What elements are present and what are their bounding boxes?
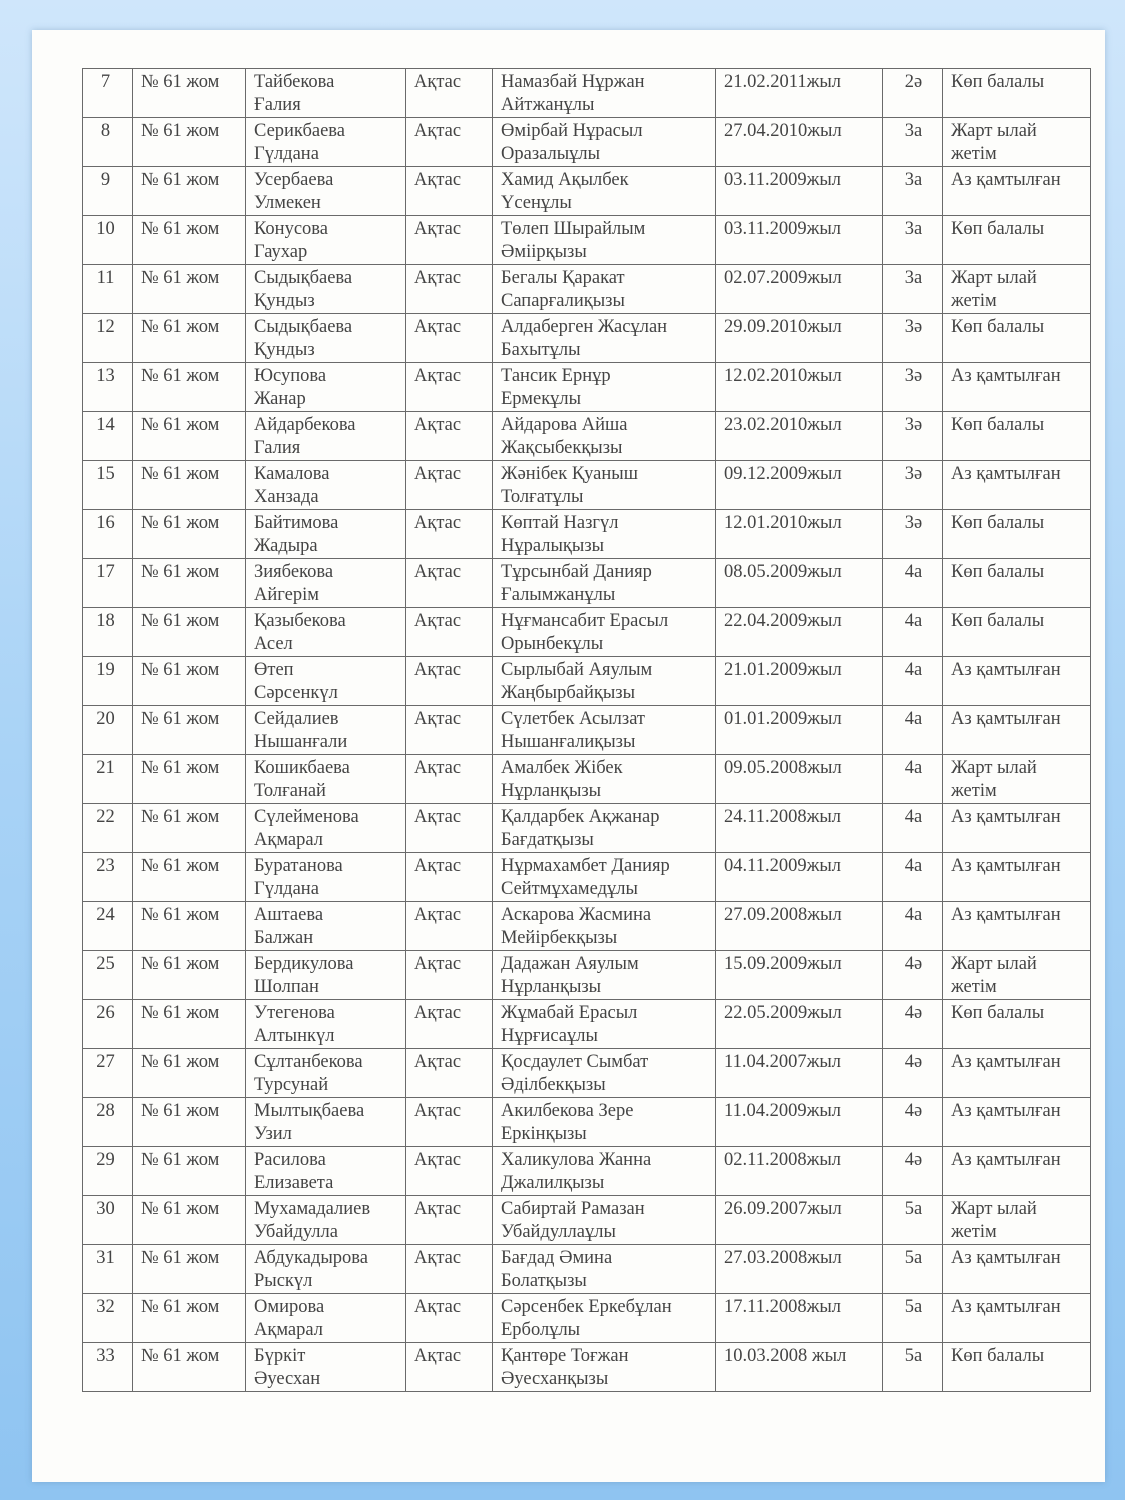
cell-village: Ақтас xyxy=(406,902,493,951)
cell-parent-name: Усербаева Улмекен xyxy=(246,167,406,216)
cell-class: 5а xyxy=(883,1294,943,1343)
cell-social-status: Жарт ылай жетім xyxy=(943,755,1091,804)
table-row xyxy=(83,167,1091,216)
cell-school: № 61 жом xyxy=(133,167,246,216)
cell-parent-name: Омирова Ақмарал xyxy=(246,1294,406,1343)
table-row xyxy=(83,706,1091,755)
cell-village: Ақтас xyxy=(406,853,493,902)
cell-child-name: Амалбек Жібек Нұрланқызы xyxy=(493,755,716,804)
cell-row-number: 14 xyxy=(83,412,133,461)
table-row xyxy=(83,755,1091,804)
cell-social-status: Аз қамтылған xyxy=(943,853,1091,902)
cell-parent-name: Айдарбекова Галия xyxy=(246,412,406,461)
cell-birth-date: 22.04.2009жыл xyxy=(716,608,883,657)
cell-row-number: 28 xyxy=(83,1098,133,1147)
cell-village: Ақтас xyxy=(406,1294,493,1343)
cell-class: 4а xyxy=(883,608,943,657)
cell-school: № 61 жом xyxy=(133,363,246,412)
cell-parent-name: Мухамадалиев Убайдулла xyxy=(246,1196,406,1245)
cell-social-status: Жарт ылай жетім xyxy=(943,265,1091,314)
cell-child-name: Сабиртай Рамазан Убайдуллаұлы xyxy=(493,1196,716,1245)
table-row xyxy=(83,363,1091,412)
table-row xyxy=(83,853,1091,902)
cell-row-number: 9 xyxy=(83,167,133,216)
cell-child-name: Бағдад Әмина Болатқызы xyxy=(493,1245,716,1294)
cell-birth-date: 04.11.2009жыл xyxy=(716,853,883,902)
cell-row-number: 19 xyxy=(83,657,133,706)
cell-village: Ақтас xyxy=(406,167,493,216)
cell-social-status: Көп балалы xyxy=(943,608,1091,657)
cell-birth-date: 02.07.2009жыл xyxy=(716,265,883,314)
cell-birth-date: 09.05.2008жыл xyxy=(716,755,883,804)
cell-school: № 61 жом xyxy=(133,216,246,265)
cell-class: 3а xyxy=(883,265,943,314)
cell-class: 4а xyxy=(883,706,943,755)
cell-child-name: Акилбекова Зере Еркінқызы xyxy=(493,1098,716,1147)
cell-parent-name: Абдукадырова Рыскүл xyxy=(246,1245,406,1294)
cell-row-number: 31 xyxy=(83,1245,133,1294)
cell-row-number: 27 xyxy=(83,1049,133,1098)
cell-birth-date: 27.04.2010жыл xyxy=(716,118,883,167)
cell-village: Ақтас xyxy=(406,412,493,461)
cell-birth-date: 21.02.2011жыл xyxy=(716,69,883,118)
cell-birth-date: 29.09.2010жыл xyxy=(716,314,883,363)
table-row xyxy=(83,1294,1091,1343)
cell-birth-date: 03.11.2009жыл xyxy=(716,167,883,216)
cell-parent-name: Сүлейменова Ақмарал xyxy=(246,804,406,853)
cell-social-status: Көп балалы xyxy=(943,69,1091,118)
cell-child-name: Нұрмахамбет Данияр Сейтмұхамедұлы xyxy=(493,853,716,902)
cell-class: 4а xyxy=(883,902,943,951)
cell-class: 4ә xyxy=(883,1098,943,1147)
cell-school: № 61 жом xyxy=(133,1245,246,1294)
cell-social-status: Жарт ылай жетім xyxy=(943,118,1091,167)
cell-social-status: Аз қамтылған xyxy=(943,1049,1091,1098)
cell-parent-name: Қазыбекова Асел xyxy=(246,608,406,657)
cell-child-name: Халикулова Жанна Джалилқызы xyxy=(493,1147,716,1196)
cell-social-status: Көп балалы xyxy=(943,216,1091,265)
cell-school: № 61 жом xyxy=(133,314,246,363)
cell-birth-date: 01.01.2009жыл xyxy=(716,706,883,755)
cell-birth-date: 23.02.2010жыл xyxy=(716,412,883,461)
cell-village: Ақтас xyxy=(406,1196,493,1245)
table-row xyxy=(83,118,1091,167)
cell-child-name: Жұмабай Ерасыл Нұрғисаұлы xyxy=(493,1000,716,1049)
table-row xyxy=(83,1000,1091,1049)
cell-birth-date: 26.09.2007жыл xyxy=(716,1196,883,1245)
cell-parent-name: Сыдықбаева Қундыз xyxy=(246,265,406,314)
cell-row-number: 26 xyxy=(83,1000,133,1049)
cell-birth-date: 15.09.2009жыл xyxy=(716,951,883,1000)
cell-row-number: 30 xyxy=(83,1196,133,1245)
cell-village: Ақтас xyxy=(406,1343,493,1392)
cell-village: Ақтас xyxy=(406,706,493,755)
cell-child-name: Тансик Ернұр Ермекұлы xyxy=(493,363,716,412)
cell-parent-name: Конусова Гаухар xyxy=(246,216,406,265)
cell-child-name: Айдарова Айша Жақсыбекқызы xyxy=(493,412,716,461)
table-body xyxy=(83,69,1091,1392)
cell-birth-date: 12.01.2010жыл xyxy=(716,510,883,559)
cell-parent-name: Тайбекова Ғалия xyxy=(246,69,406,118)
cell-child-name: Қантөре Тоғжан Әуесханқызы xyxy=(493,1343,716,1392)
cell-parent-name: Мылтықбаева Узил xyxy=(246,1098,406,1147)
cell-parent-name: Бүркіт Әуесхан xyxy=(246,1343,406,1392)
cell-school: № 61 жом xyxy=(133,1049,246,1098)
cell-birth-date: 03.11.2009жыл xyxy=(716,216,883,265)
cell-social-status: Көп балалы xyxy=(943,1000,1091,1049)
cell-birth-date: 02.11.2008жыл xyxy=(716,1147,883,1196)
cell-child-name: Аскарова Жасмина Мейірбекқызы xyxy=(493,902,716,951)
cell-birth-date: 08.05.2009жыл xyxy=(716,559,883,608)
cell-village: Ақтас xyxy=(406,314,493,363)
cell-parent-name: Бердикулова Шолпан xyxy=(246,951,406,1000)
cell-row-number: 17 xyxy=(83,559,133,608)
cell-class: 3ә xyxy=(883,510,943,559)
cell-social-status: Аз қамтылған xyxy=(943,461,1091,510)
students-table xyxy=(82,68,1091,1392)
cell-birth-date: 11.04.2007жыл xyxy=(716,1049,883,1098)
cell-parent-name: Буратанова Гүлдана xyxy=(246,853,406,902)
cell-village: Ақтас xyxy=(406,1000,493,1049)
cell-birth-date: 12.02.2010жыл xyxy=(716,363,883,412)
cell-class: 4а xyxy=(883,657,943,706)
cell-social-status: Аз қамтылған xyxy=(943,804,1091,853)
cell-school: № 61 жом xyxy=(133,559,246,608)
table-row xyxy=(83,559,1091,608)
cell-birth-date: 27.09.2008жыл xyxy=(716,902,883,951)
cell-row-number: 11 xyxy=(83,265,133,314)
table-row xyxy=(83,1343,1091,1392)
cell-row-number: 25 xyxy=(83,951,133,1000)
table-row xyxy=(83,608,1091,657)
cell-school: № 61 жом xyxy=(133,118,246,167)
cell-class: 3ә xyxy=(883,412,943,461)
cell-child-name: Нұғмансабит Ерасыл Орынбекұлы xyxy=(493,608,716,657)
cell-birth-date: 10.03.2008 жыл xyxy=(716,1343,883,1392)
cell-row-number: 24 xyxy=(83,902,133,951)
table-row xyxy=(83,951,1091,1000)
cell-parent-name: Зиябекова Айгерім xyxy=(246,559,406,608)
cell-social-status: Көп балалы xyxy=(943,559,1091,608)
table-row xyxy=(83,1147,1091,1196)
cell-social-status: Аз қамтылған xyxy=(943,902,1091,951)
cell-social-status: Аз қамтылған xyxy=(943,1245,1091,1294)
table-row xyxy=(83,1098,1091,1147)
table-row xyxy=(83,1245,1091,1294)
cell-social-status: Көп балалы xyxy=(943,314,1091,363)
cell-child-name: Дадажан Аяулым Нұрланқызы xyxy=(493,951,716,1000)
cell-social-status: Аз қамтылған xyxy=(943,1098,1091,1147)
cell-parent-name: Өтеп Сәрсенкүл xyxy=(246,657,406,706)
cell-parent-name: Байтимова Жадыра xyxy=(246,510,406,559)
cell-school: № 61 жом xyxy=(133,951,246,1000)
cell-village: Ақтас xyxy=(406,559,493,608)
cell-class: 4ә xyxy=(883,1049,943,1098)
cell-school: № 61 жом xyxy=(133,461,246,510)
cell-child-name: Төлеп Шырайлым Әміірқызы xyxy=(493,216,716,265)
cell-child-name: Хамид Ақылбек Үсенұлы xyxy=(493,167,716,216)
cell-village: Ақтас xyxy=(406,951,493,1000)
cell-child-name: Сырлыбай Аяулым Жаңбырбайқызы xyxy=(493,657,716,706)
cell-village: Ақтас xyxy=(406,1245,493,1294)
cell-village: Ақтас xyxy=(406,1049,493,1098)
cell-row-number: 7 xyxy=(83,69,133,118)
cell-parent-name: Юсупова Жанар xyxy=(246,363,406,412)
cell-parent-name: Сұлтанбекова Турсунай xyxy=(246,1049,406,1098)
cell-social-status: Аз қамтылған xyxy=(943,657,1091,706)
cell-class: 4а xyxy=(883,804,943,853)
table-row xyxy=(83,461,1091,510)
cell-row-number: 15 xyxy=(83,461,133,510)
cell-child-name: Тұрсынбай Данияр Ғалымжанұлы xyxy=(493,559,716,608)
document-page xyxy=(32,30,1105,1482)
table-row xyxy=(83,412,1091,461)
cell-class: 5а xyxy=(883,1245,943,1294)
cell-child-name: Бегалы Қаракат Сапарғалиқызы xyxy=(493,265,716,314)
cell-social-status: Көп балалы xyxy=(943,412,1091,461)
cell-class: 2ә xyxy=(883,69,943,118)
table-row xyxy=(83,657,1091,706)
cell-school: № 61 жом xyxy=(133,1098,246,1147)
cell-school: № 61 жом xyxy=(133,265,246,314)
cell-row-number: 20 xyxy=(83,706,133,755)
table-row xyxy=(83,314,1091,363)
cell-row-number: 32 xyxy=(83,1294,133,1343)
cell-social-status: Аз қамтылған xyxy=(943,1294,1091,1343)
cell-social-status: Аз қамтылған xyxy=(943,363,1091,412)
cell-birth-date: 21.01.2009жыл xyxy=(716,657,883,706)
cell-village: Ақтас xyxy=(406,804,493,853)
table-row xyxy=(83,265,1091,314)
cell-child-name: Жәнібек Қуаныш Толғатұлы xyxy=(493,461,716,510)
cell-class: 4а xyxy=(883,755,943,804)
table-row xyxy=(83,1196,1091,1245)
cell-village: Ақтас xyxy=(406,69,493,118)
cell-social-status: Көп балалы xyxy=(943,510,1091,559)
cell-village: Ақтас xyxy=(406,216,493,265)
cell-village: Ақтас xyxy=(406,1098,493,1147)
cell-village: Ақтас xyxy=(406,461,493,510)
cell-school: № 61 жом xyxy=(133,1343,246,1392)
cell-row-number: 21 xyxy=(83,755,133,804)
cell-class: 3а xyxy=(883,167,943,216)
cell-parent-name: Кошикбаева Толғанай xyxy=(246,755,406,804)
cell-row-number: 22 xyxy=(83,804,133,853)
cell-birth-date: 11.04.2009жыл xyxy=(716,1098,883,1147)
cell-school: № 61 жом xyxy=(133,804,246,853)
cell-class: 4ә xyxy=(883,951,943,1000)
cell-class: 3а xyxy=(883,118,943,167)
cell-child-name: Намазбай Нұржан Айтжанұлы xyxy=(493,69,716,118)
cell-social-status: Аз қамтылған xyxy=(943,706,1091,755)
cell-school: № 61 жом xyxy=(133,1147,246,1196)
cell-village: Ақтас xyxy=(406,608,493,657)
cell-class: 5а xyxy=(883,1196,943,1245)
cell-row-number: 13 xyxy=(83,363,133,412)
cell-school: № 61 жом xyxy=(133,853,246,902)
cell-school: № 61 жом xyxy=(133,902,246,951)
cell-row-number: 29 xyxy=(83,1147,133,1196)
cell-row-number: 33 xyxy=(83,1343,133,1392)
cell-social-status: Жарт ылай жетім xyxy=(943,1196,1091,1245)
cell-village: Ақтас xyxy=(406,363,493,412)
cell-birth-date: 27.03.2008жыл xyxy=(716,1245,883,1294)
cell-village: Ақтас xyxy=(406,510,493,559)
cell-parent-name: Расилова Елизавета xyxy=(246,1147,406,1196)
cell-class: 4а xyxy=(883,853,943,902)
cell-child-name: Көптай Назгүл Нұралықызы xyxy=(493,510,716,559)
cell-parent-name: Утегенова Алтынкүл xyxy=(246,1000,406,1049)
cell-child-name: Сүлетбек Асылзат Нышанғалиқызы xyxy=(493,706,716,755)
cell-school: № 61 жом xyxy=(133,608,246,657)
cell-school: № 61 жом xyxy=(133,69,246,118)
cell-village: Ақтас xyxy=(406,118,493,167)
cell-village: Ақтас xyxy=(406,755,493,804)
cell-village: Ақтас xyxy=(406,1147,493,1196)
cell-parent-name: Сыдықбаева Қундыз xyxy=(246,314,406,363)
cell-class: 3а xyxy=(883,216,943,265)
cell-social-status: Аз қамтылған xyxy=(943,167,1091,216)
table-row xyxy=(83,69,1091,118)
cell-parent-name: Камалова Ханзада xyxy=(246,461,406,510)
cell-child-name: Сәрсенбек Еркебұлан Ерболұлы xyxy=(493,1294,716,1343)
cell-class: 5а xyxy=(883,1343,943,1392)
table-row xyxy=(83,216,1091,265)
cell-village: Ақтас xyxy=(406,657,493,706)
cell-birth-date: 09.12.2009жыл xyxy=(716,461,883,510)
table-row xyxy=(83,1049,1091,1098)
cell-class: 4а xyxy=(883,559,943,608)
cell-row-number: 23 xyxy=(83,853,133,902)
cell-parent-name: Сейдалиев Нышанғали xyxy=(246,706,406,755)
cell-row-number: 8 xyxy=(83,118,133,167)
cell-row-number: 12 xyxy=(83,314,133,363)
cell-social-status: Аз қамтылған xyxy=(943,1147,1091,1196)
cell-row-number: 18 xyxy=(83,608,133,657)
cell-school: № 61 жом xyxy=(133,706,246,755)
cell-class: 3ә xyxy=(883,314,943,363)
table-row xyxy=(83,510,1091,559)
cell-social-status: Жарт ылай жетім xyxy=(943,951,1091,1000)
cell-child-name: Алдаберген Жасұлан Бахытұлы xyxy=(493,314,716,363)
cell-school: № 61 жом xyxy=(133,412,246,461)
cell-row-number: 10 xyxy=(83,216,133,265)
cell-school: № 61 жом xyxy=(133,1196,246,1245)
cell-school: № 61 жом xyxy=(133,1000,246,1049)
cell-school: № 61 жом xyxy=(133,755,246,804)
cell-social-status: Көп балалы xyxy=(943,1343,1091,1392)
cell-school: № 61 жом xyxy=(133,510,246,559)
cell-school: № 61 жом xyxy=(133,1294,246,1343)
cell-parent-name: Серикбаева Гүлдана xyxy=(246,118,406,167)
cell-child-name: Өмірбай Нұрасыл Оразалыұлы xyxy=(493,118,716,167)
table-row xyxy=(83,902,1091,951)
cell-birth-date: 22.05.2009жыл xyxy=(716,1000,883,1049)
cell-child-name: Қосдаулет Сымбат Әділбекқызы xyxy=(493,1049,716,1098)
table-row xyxy=(83,804,1091,853)
cell-child-name: Қалдарбек Ақжанар Бағдатқызы xyxy=(493,804,716,853)
cell-birth-date: 24.11.2008жыл xyxy=(716,804,883,853)
cell-school: № 61 жом xyxy=(133,657,246,706)
cell-class: 4ә xyxy=(883,1000,943,1049)
cell-class: 4ә xyxy=(883,1147,943,1196)
cell-row-number: 16 xyxy=(83,510,133,559)
cell-class: 3ә xyxy=(883,461,943,510)
cell-parent-name: Аштаева Балжан xyxy=(246,902,406,951)
cell-class: 3ә xyxy=(883,363,943,412)
cell-birth-date: 17.11.2008жыл xyxy=(716,1294,883,1343)
cell-village: Ақтас xyxy=(406,265,493,314)
